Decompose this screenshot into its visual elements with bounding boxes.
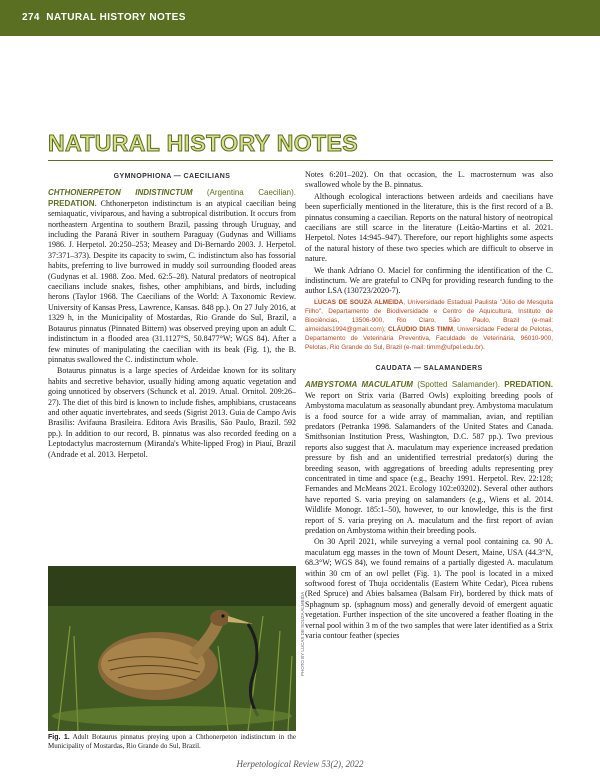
body-paragraph: Chthonerpeton indistinctum is an atypical caecilian being semiaquatic, viviparous, and having a subtropical distribution. It occurs from northeastern Argentina to southern Brazil, passing through Uruguay, and including the Paraná River in southern Paraguay (Gudynas and Williams 1986. J. Herpetol. 20:250–253; Measey and Di-Bernardo 2003. J. Herpetol. 37:371–373). Despite its capacity to swim, C. indistinctum also has fossorial habits, preferring to live burrowed in muddy soil surrounding flooded areas (Gudynas et al. 1988. Zoo. Med. 62:5–28). Natural predators of neotropical caecilians include snakes, fishes, other amphibians, and birds, including herons (Taylor 1968. The Caecilians of the World: A Taxonomic Review. University of Kansas Press, Lawrence, Kansas. 848 pp.). On 27 July 2016, at 1329 h, in the Municipality of Mostardas, Rio Grande do Sul, Brazil, a Botaurus pinnatus (Pinnated Bittern) was observed preying upon an adult C. indistinctum in a flooded area (31.1127°S, 50.8477°W; WGS 84). After a few minutes of manipulating the caecilian with its beak (Fig. 1), the B. pinnatus swallowed the C. indistinctum whole. — [48, 198, 297, 364]
author-name: LUCAS DE SOUZA ALMEIDA — [314, 298, 404, 306]
left-column — [48, 170, 296, 461]
figure-photo-bittern — [48, 566, 296, 731]
body-paragraph: We report on Strix varia (Barred Owls) exploiting breeding pools of Ambystoma maculatum as seasonally abundant prey. Ambystoma maculatum is a food source for a wide array of mammalian, avian, and reptilian predators (Petranka 1998. Salamanders of the United States and Canada. Smithsonian Institution Press, Washington, D.C. 587 pp.). Two previous reports also suggest that A. maculatum may experience increased predation pressure by fish and an unidentified terrestrial predator(s) during the breeding season, with aggregations of breeding adults representing prey concentrated in time and space (e.g., Beachy 1991. Herpetol. Rev. 22:128; Fernandes and McMeans 2021. Ecology 102:e03202). Several other authors have reported S. varia preying on salamanders (e.g., Wiens et al. 2014. Wildlife Monogr. 185:1–50), however, to our knowledge, this is the first report of S. varia preying on A. maculatum and the first report of avian predation on Ambystoma within their breeding pools. — [305, 390, 553, 535]
caption-text: Adult Botaurus pinnatus preying upon a Chthonerpeton indistinctum in the Municipality of Mostardas, Rio Grande do Sul, Brazil. — [48, 733, 296, 750]
running-section: NATURAL HISTORY NOTES — [46, 12, 186, 23]
note-keyword: PREDATION. — [504, 380, 553, 390]
title-divider — [48, 160, 553, 161]
body-paragraph: Although ecological interactions between ardeids and caecilians have been superficially mentioned in the literature, this is the first record of a B. pinnatus consuming a caecilian. Reports on the natural history of neotropical caecilians are still scarce in the literature (Leitão-Martins et al. 2021. Herpetol. Notes 14:945–947). Therefore, our report highlights some aspects of the natural history of these two species which are difficult to observe in nature. — [305, 191, 553, 264]
right-column — [305, 170, 553, 642]
species-name: AMBYSTOMA MACULATUM — [305, 380, 413, 390]
section-title: NATURAL HISTORY NOTES — [48, 130, 358, 156]
body-paragraph: Botaurus pinnatus is a large species of Ardeidae known for its solitary habits and secretive behavior, usually hiding among aquatic vegetation and going unnoticed by observers (Schunck et al. 2019. Atual. Ornitol. 209:26–27). The diet of this bird is known to include fishes, amphibians, crustaceans and other aquatic invertebrates, and seeds (Sigrist 2013. Guia de Campo Avis Brasilis: Avifauna Brasileira. Editora Avis Brasilis, São Paulo, Brazil. 592 pp.). In addition to our record, B. pinnatus was also recorded feeding on a Leptodactylus macrosternum (Miranda's White-lipped Frog) in Piauí, Brazil (Andrade et al. 2013. Herpetol. — [48, 366, 296, 459]
species-common-name: (Spotted Salamander). — [417, 380, 500, 390]
species-name: CHTHONERPETON INDISTINCTUM — [48, 188, 193, 198]
author-name: CLÁUDIO DIAS TIMM — [387, 325, 454, 333]
running-header — [22, 0, 186, 36]
author-affiliations: LUCAS DE SOUZA ALMEIDA, Universidade Estadual Paulista "Júlio de Mesquita Filho", Departamento de Biodiversidade e Centro de Aquicultura, Instituto de Biociências, 13506-900, Rio Claro, São Paulo, Brazil (e-mail: almeidals1994@gmail.com); CLÁUDIO DIAS TIMM, Universidade Federal de Pelotas, Departamento de Veterinária Preventiva, Faculdade de Veterinária, 96010-900, Pelotas, Rio Grande do Sul, Brazil (e-mail: timm@ufpel.edu.br). — [305, 298, 553, 351]
species-common-name: (Argentina Caecilian). — [206, 188, 297, 198]
note-keyword: PREDATION. — [48, 198, 97, 208]
note-intro — [305, 380, 553, 536]
body-paragraph: On 30 April 2021, while surveying a vernal pool containing ca. 90 A. maculatum egg masses in the town of Mount Desert, Maine, USA (44.3°N, 68.3°W; WGS 84), we found remains of a partially digested A. maculatum within 30 cm of an owl pellet (Fig. 1). The pool is located in a mixed softwood forest of Thuja occidentalis (Eastern White Cedar), Picea rubens (Red Spruce) and Abies balsamea (Balsam Fir), bordered by thick mats of Sphagnum sp. (sphagnum moss) and generally devoid of emergent aquatic vegetation. Further inspection of the site uncovered a feather floating in the vernal pool within 3 m of the two samples that were later identified as a Strix varia contour feather (species — [305, 537, 553, 641]
note-intro — [48, 188, 296, 365]
bittern-illustration — [48, 566, 296, 731]
page-footer: Herpetological Review 53(2), 2022 — [236, 759, 364, 769]
caption-label: Fig. 1. — [48, 734, 70, 741]
page-number: 274 — [22, 12, 40, 23]
photo-credit: PHOTO BY LUCAS DE SOUZA ALMEIDA — [300, 591, 305, 676]
taxon-heading-caudata: CAUDATA — SALAMANDERS — [375, 364, 483, 372]
acknowledgments: We thank Adriano O. Maciel for confirming the identification of the C. indistinctum. We are grateful to CNPq for providing research funding to the author LSA (130723/2020-7). — [305, 265, 553, 296]
taxon-heading-gymnophiona: GYMNOPHIONA — CAECILIANS — [113, 173, 231, 180]
figure-caption — [48, 733, 296, 751]
body-paragraph: Notes 6:201–202). On that occasion, the L. macrosternum was also swallowed whole by the B. pinnatus. — [305, 170, 553, 190]
